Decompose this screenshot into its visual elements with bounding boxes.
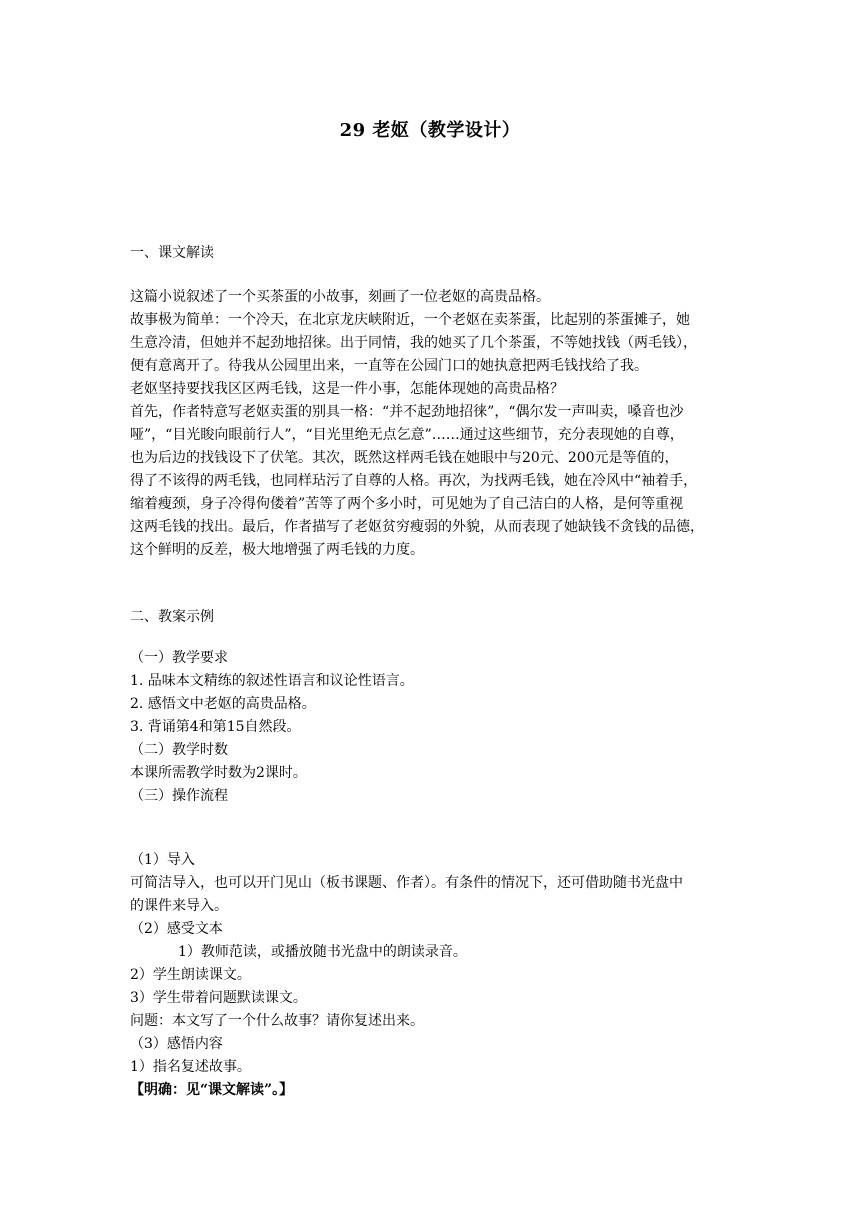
step-heading-content: （3）感悟内容 bbox=[130, 1036, 223, 1052]
list-item: 3. 背诵第4和第15自然段。 bbox=[130, 719, 301, 735]
paragraph-line: 的课件来导入。 bbox=[130, 898, 228, 914]
paragraph-line: 这两毛钱的找出。最后，作者描写了老妪贫穷瘦弱的外貌，从而表现了她缺钱不贪钱的品德， bbox=[130, 519, 704, 535]
paragraph-line: 便有意离开了。待我从公园里出来，一直等在公园门口的她执意把两毛钱找给了我。 bbox=[130, 358, 648, 374]
list-item: 2）学生朗读课文。 bbox=[130, 967, 251, 983]
list-item: 2. 感悟文中老妪的高贵品格。 bbox=[130, 696, 316, 712]
paragraph-line: 缩着瘦颈，身子冷得佝偻着”苦等了两个多小时，可见她为了自己洁白的人格，是何等重视 bbox=[130, 496, 684, 512]
list-item: 1）教师范读，或播放随书光盘中的朗读录音。 bbox=[178, 944, 467, 960]
section-heading-lesson-plan: 二、教案示例 bbox=[130, 609, 214, 625]
subheading-hours: （二）教学时数 bbox=[130, 742, 228, 758]
paragraph-line: 得了不该得的两毛钱，也同样玷污了自尊的人格。再次，为找两毛钱，她在冷风中“袖着手， bbox=[130, 473, 698, 489]
subheading-requirements: （一）教学要求 bbox=[130, 650, 228, 666]
subheading-process: （三）操作流程 bbox=[130, 788, 228, 804]
paragraph-line: 老妪坚持要找我区区两毛钱，这是一件小事，怎能体现她的高贵品格？ bbox=[130, 381, 564, 397]
paragraph-line: 这个鲜明的反差，极大地增强了两毛钱的力度。 bbox=[130, 542, 424, 558]
list-item: 3）学生带着问题默读课文。 bbox=[130, 990, 307, 1006]
paragraph-line: 可简洁导入，也可以开门见山（板书课题、作者）。有条件的情况下，还可借助随书光盘中 bbox=[130, 875, 683, 891]
lesson-plan-body bbox=[130, 647, 734, 808]
paragraph-line: 首先，作者特意写老妪卖蛋的别具一格：“并不起劲地招徕”，“偶尔发一声叫卖，嗓音也沙 bbox=[130, 404, 684, 420]
interpretation-body bbox=[130, 286, 734, 562]
list-item: 1. 品味本文精练的叙述性语言和议论性语言。 bbox=[130, 673, 414, 689]
paragraph-line: 生意冷清，但她并不起劲地招徕。出于同情，我的她买了几个茶蛋，不等她找钱（两毛钱）， bbox=[130, 335, 697, 351]
paragraph-line: 也为后边的找钱设下了伏笔。其次，既然这样两毛钱在她眼中与20元、200元是等值的， bbox=[130, 450, 679, 466]
process-body bbox=[130, 849, 734, 1102]
question-line: 问题：本文写了一个什么故事？请你复述出来。 bbox=[130, 1013, 424, 1029]
step-heading-intro: （1）导入 bbox=[130, 852, 195, 868]
document-title: 29 老妪（教学设计） bbox=[339, 120, 521, 141]
step-heading-text: （2）感受文本 bbox=[130, 921, 223, 937]
paragraph-line: 故事极为简单：一个冷天，在北京龙庆峡附近，一个老妪在卖茶蛋，比起别的茶蛋摊子，她 bbox=[130, 312, 690, 328]
paragraph-line: 本课所需教学时数为2课时。 bbox=[130, 765, 307, 781]
clarification-line: 【明确：见“课文解读”。】 bbox=[130, 1082, 294, 1098]
paragraph-line: 哑”，“目光睃向眼前行人”，“目光里绝无点乞意”……通过这些细节，充分表现她的自尊， bbox=[130, 427, 684, 443]
list-item: 1）指名复述故事。 bbox=[130, 1059, 251, 1075]
paragraph-line: 这篇小说叙述了一个买茶蛋的小故事，刻画了一位老妪的高贵品格。 bbox=[130, 289, 550, 305]
section-heading-interpretation: 一、课文解读 bbox=[130, 245, 214, 261]
